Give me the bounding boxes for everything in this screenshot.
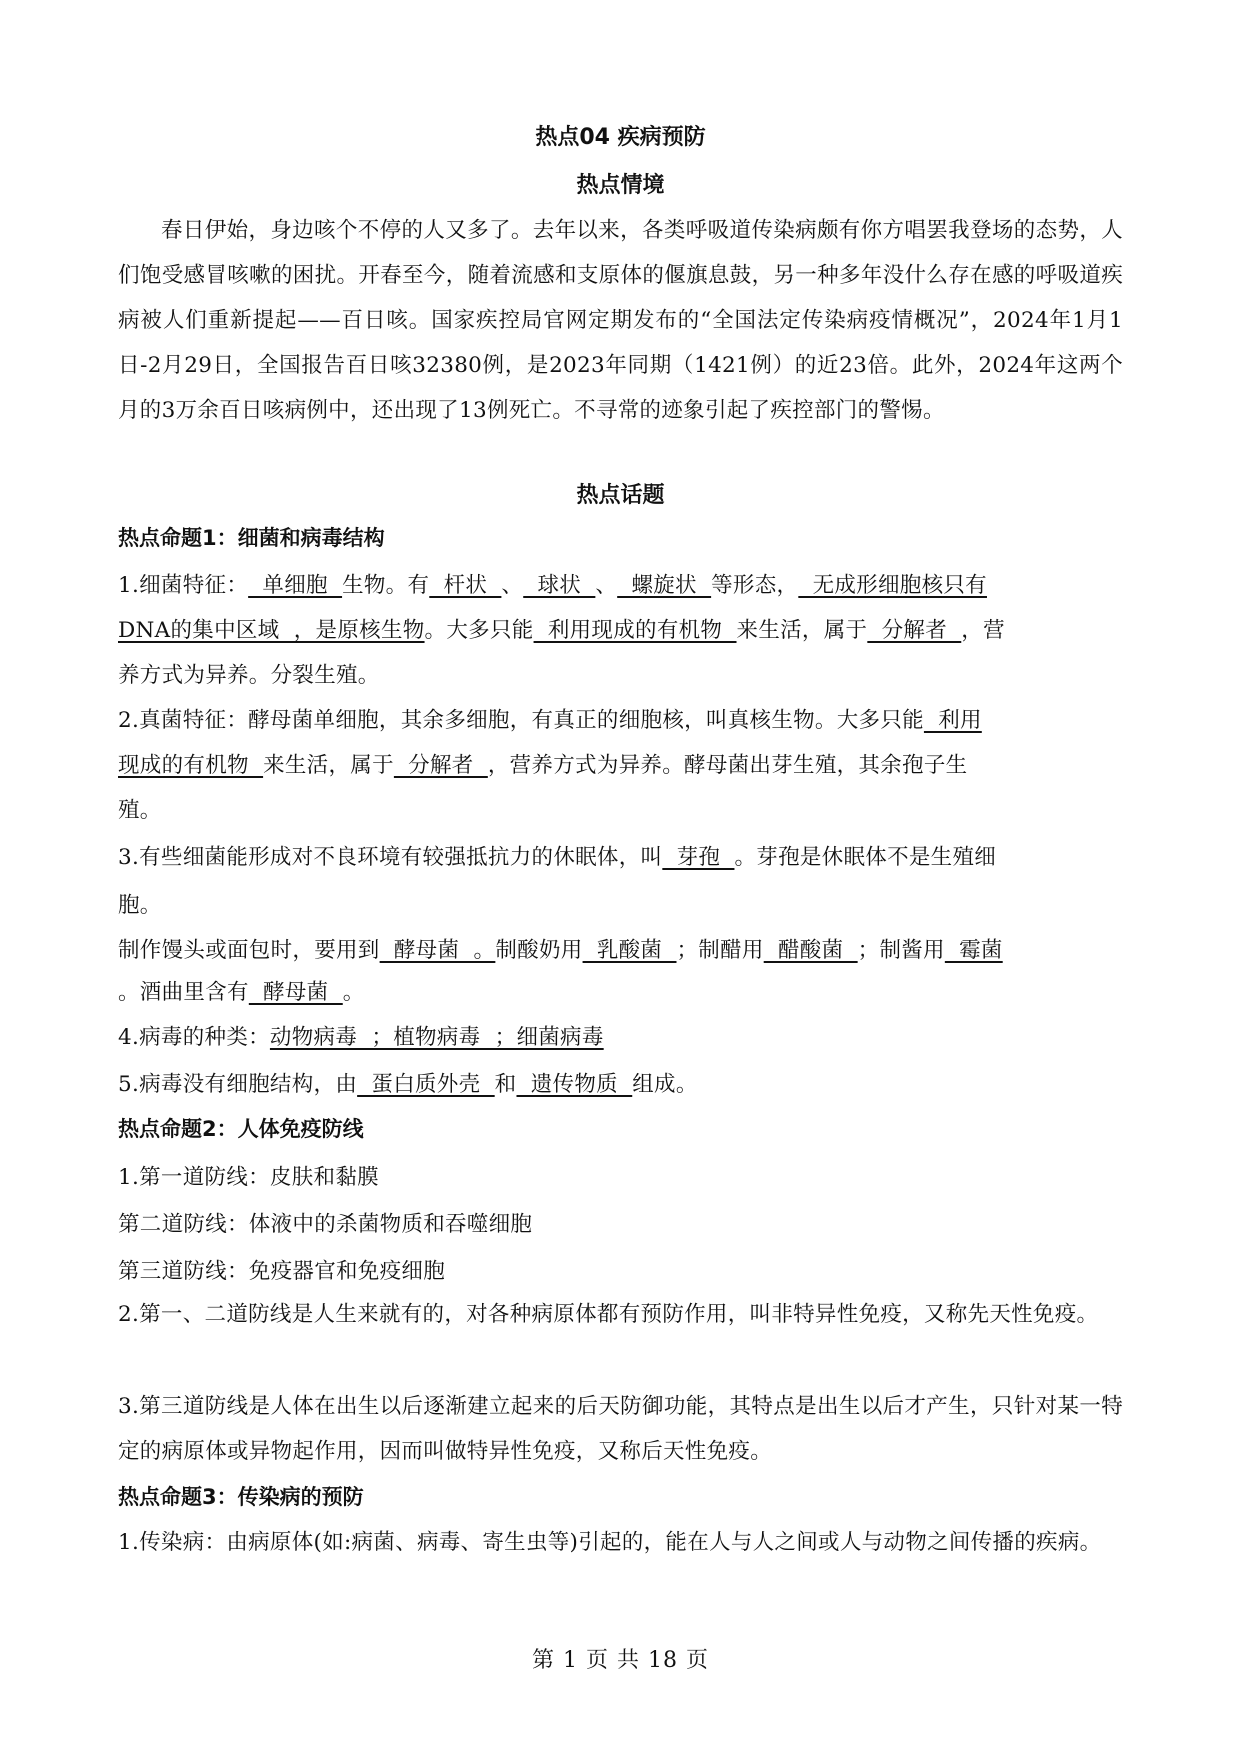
bacteria-line-1: 1.细菌特征： 单细胞 生物。有 杆状 、 球状 、 螺旋状 等形态， 无成形细胞核只有 — [118, 573, 987, 598]
fermentation-line-1: 制作馒头或面包时，要用到 酵母菌 。制酸奶用 乳酸菌 ；制醋用 醋酸菌 ；制酱用 霉菌 — [118, 938, 1003, 963]
page-footer: 第 1 页 共 18 页 — [532, 1648, 709, 1673]
defense-line-1: 1.第一道防线：皮肤和黏膜 — [118, 1165, 379, 1190]
scenario-paragraph: 春日伊始，身边咳个不停的人又多了。去年以来，各类呼吸道传染病颇有你方唱罢我登场的态势，人们饱受感冒咳嗽的困扰。开春至今，随着流感和支原体的偃旗息鼓，另一种多年没什么存在感的呼吸道疾病被人们重新提起——百日咳。国家疾控局官网定期发布的“全国法定传染病疫情概况”，2024年1月1日-2月29日，全国报告百日咳32380例，是2023年同期（1421例）的近23倍。此外，2024年这两个月的3万余百日咳病例中，还出现了13例死亡。不寻常的迹象引起了疾控部门的警惕。 — [118, 218, 1123, 423]
bacteria-line-3: 养方式为异养。分裂生殖。 — [118, 663, 380, 688]
section-heading-1: 热点命题1：细菌和病毒结构 — [118, 526, 385, 550]
document-title: 热点04 疾病预防 — [535, 125, 706, 150]
infectious-disease-paragraph: 1.传染病：由病原体(如:病菌、病毒、寄生虫等)引起的，能在人与人之间或人与动物之间传播的疾病。 — [118, 1530, 1102, 1555]
section-heading-3: 热点命题3：传染病的预防 — [118, 1485, 364, 1509]
topic-heading: 热点话题 — [576, 483, 665, 508]
fungi-line-3: 殖。 — [118, 798, 162, 823]
section-heading-2: 热点命题2：人体免疫防线 — [118, 1117, 364, 1141]
virus-types-line: 4.病毒的种类：动物病毒 ；植物病毒 ；细菌病毒 — [118, 1025, 604, 1050]
bacteria-line-2: DNA的集中区域 ，是原核生物。大多只能 利用现成的有机物 来生活，属于 分解者 ，营 — [118, 618, 1005, 643]
adaptive-immunity-paragraph: 3.第三道防线是人体在出生以后逐渐建立起来的后天防御功能，其特点是出生以后才产生，只针对某一特定的病原体或异物起作用，因而叫做特异性免疫，又称后天性免疫。 — [118, 1394, 1123, 1464]
fungi-line-2: 现成的有机物 来生活，属于 分解者 ，营养方式为异养。酵母菌出芽生殖，其余孢子生 — [118, 753, 968, 778]
defense-line-3: 第三道防线：免疫器官和免疫细胞 — [118, 1259, 446, 1284]
spore-line-2: 胞。 — [118, 893, 162, 918]
spore-line-1: 3.有些细菌能形成对不良环境有较强抵抗力的休眠体，叫 芽孢 。芽孢是休眠体不是生殖细 — [118, 845, 997, 870]
virus-structure-line: 5.病毒没有细胞结构，由 蛋白质外壳 和 遗传物质 组成。 — [118, 1072, 698, 1097]
defense-line-2: 第二道防线：体液中的杀菌物质和吞噬细胞 — [118, 1212, 533, 1237]
innate-immunity-paragraph: 2.第一、二道防线是人生来就有的，对各种病原体都有预防作用，叫非特异性免疫，又称先天性免疫。 — [118, 1302, 1099, 1327]
scenario-heading: 热点情境 — [576, 173, 665, 198]
fungi-line-1: 2.真菌特征：酵母菌单细胞，其余多细胞，有真正的细胞核，叫真核生物。大多只能 利用 — [118, 708, 982, 733]
fermentation-line-2: 。酒曲里含有 酵母菌 。 — [118, 980, 365, 1005]
